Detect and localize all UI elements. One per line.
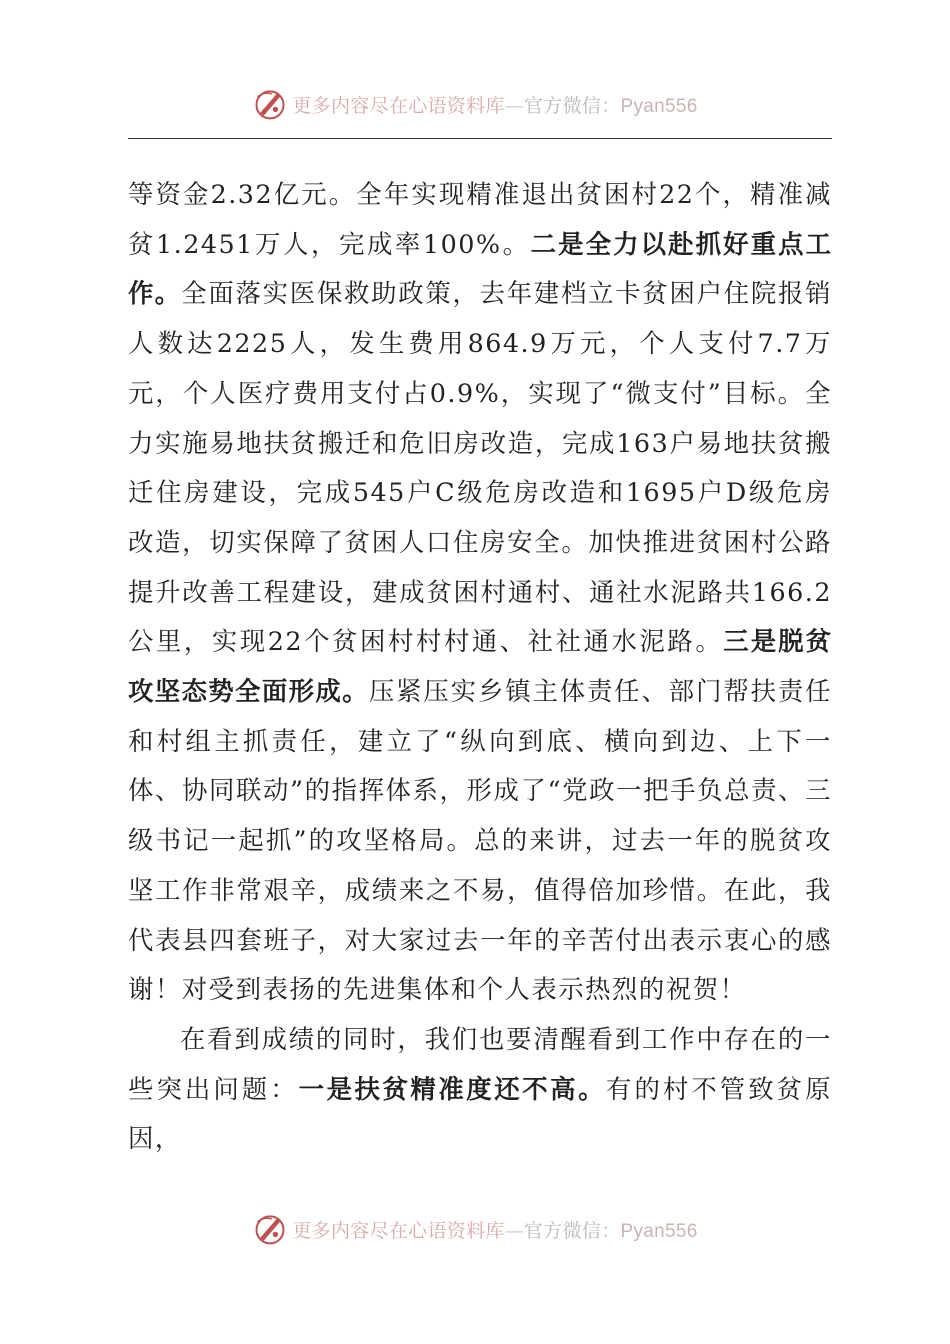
text-run: 有的村不管致贫原因， [128,1073,833,1154]
pen-seal-icon [252,1211,288,1247]
watermark-site: 更多内容尽在心语资料库 [292,94,505,117]
watermark-official: 官方微信： [524,94,621,117]
watermark-wechat-id: Pyan556 [620,1220,698,1242]
bold-heading: 一是扶贫精准度还不高。 [298,1073,607,1104]
text-run: 在看到成绩的同时，我们也要清醒看到工作中存在的一些突出问题： [128,1023,832,1104]
watermark-wechat-id: Pyan556 [620,95,698,117]
watermark-text [292,91,697,118]
paragraph [128,1015,832,1164]
bold-heading: 三是脱贫攻坚态势全面形成。 [128,626,833,707]
text-run: 压紧压实乡镇主体责任、部门帮扶责任和村组主抓责任，建立了“纵向到底、横向到边、上下一体、协同联动”的指挥体系，形成了“党政一把手负总责、三级书记一起抓”的攻坚格局。总的来讲，过去一年的脱贫攻坚工作非常艰辛，成绩来之不易，值得倍加珍惜。在此，我代表县四套班子，对大家过去一年的辛苦付出表示衷心的感谢！对受到表扬的先进集体和个人表示热烈的祝贺！ [128,676,833,1005]
watermark-text [292,1216,697,1243]
watermark-dash: — [504,1219,524,1242]
paragraph [128,170,832,1015]
text-run: 等资金2.32亿元。全年实现精准退出贫困村22个，精准减贫1.2451万人，完成率100%。 [128,179,832,259]
header-watermark [0,84,950,124]
text-run: 全面落实医保救助政策，去年建档立卡贫困户住院报销人数达2225人，发生费用864.9万元，个人支付7.7万元，个人医疗费用支付占0.9%，实现了“微支付”目标。全力实施易地扶贫搬迁和危旧房改造，完成163户易地扶贫搬迁住房建设，完成545户C级危房改造和1695户D级危房改造，切实保障了贫困人口住房安全。加快推进贫困村公路提升改善工程建设，建成贫困村通村、通社水泥路共166.2公里，实现22个贫困村村村通、社社通水泥路。 [128,278,833,657]
watermark-official: 官方微信： [524,1219,621,1242]
header-divider [128,138,832,139]
pen-seal-icon [252,86,288,122]
watermark-dash: — [504,94,524,117]
footer-watermark [0,1209,950,1249]
document-body [128,170,832,1164]
bold-heading: 二是全力以赴抓好重点工作。 [128,228,833,309]
watermark-site: 更多内容尽在心语资料库 [292,1219,505,1242]
